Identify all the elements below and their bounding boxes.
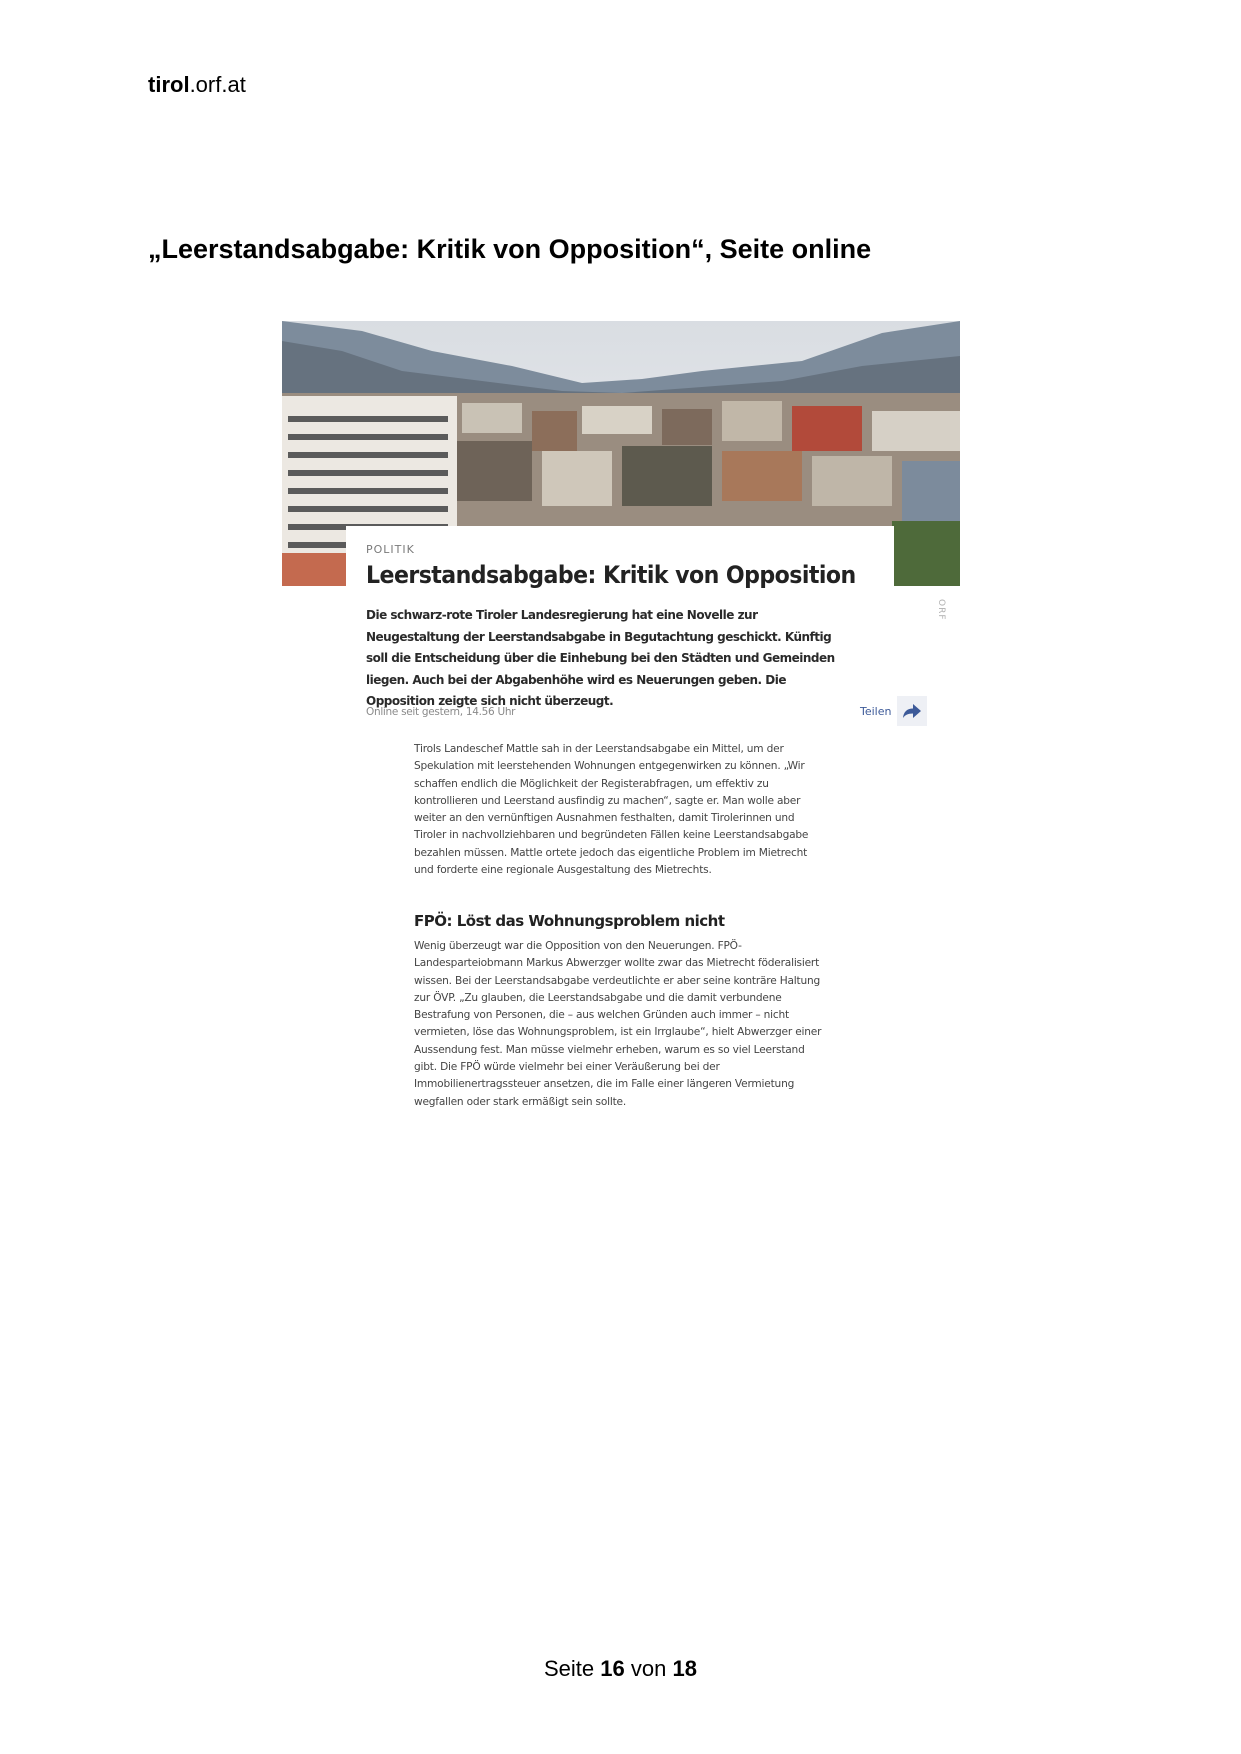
page-footer	[0, 1656, 1241, 1682]
share-label[interactable]: Teilen	[860, 704, 892, 718]
share-arrow-icon	[902, 703, 922, 719]
article-paragraph-2: Wenig überzeugt war die Opposition von den Neuerungen. FPÖ-Landesparteiobmann Markus Abwerzger wollte zwar das Mietrecht föderalisiert wissen. Bei der Leerstandsabgabe verdeutlichte er aber seine konträre Haltung zur ÖVP. „Zu glauben, die Leerstandsabgabe und die damit verbundene Bestrafung von Personen, die – aus welchen Gründen auch immer – nicht vermieten, löse das Wohnungsproblem, ist ein Irrglaube“, hielt Abwerzger einer Aussendung fest. Man müsse vielmehr erheben, warum es so viel Leerstand gibt. Die FPÖ würde vielmehr bei einer Veräußerung bei der Immobilienertragssteuer ansetzen, die im Falle einer längeren Vermietung wegfallen oder stark ermäßigt sein sollte.	[414, 940, 822, 1108]
article-subheading: FPÖ: Löst das Wohnungsproblem nicht	[414, 912, 725, 930]
article-headline: Leerstandsabgabe: Kritik von Opposition	[366, 561, 856, 589]
source-name-bold: tirol	[148, 72, 190, 97]
article-screenshot	[282, 321, 960, 1136]
article-lead: Die schwarz-rote Tiroler Landesregierung hat eine Novelle zur Neugestaltung der Leerstandsabgabe in Begutachtung geschickt. Künftig soll die Entscheidung über die Einhebung bei den Städten und Gemeinden liegen. Auch bei der Abgabenhöhe wird es Neuerungen geben. Die Opposition zeigte sich nicht überzeugt.	[366, 608, 835, 708]
source-label	[148, 72, 246, 98]
category-kicker[interactable]: POLITIK	[366, 543, 415, 556]
footer-page-number: 16	[600, 1656, 625, 1681]
source-domain: .orf.at	[189, 72, 246, 97]
article-paragraph-1: Tirols Landeschef Mattle sah in der Leerstandsabgabe ein Mittel, um der Spekulation mit leerstehenden Wohnungen entgegenwirken zu können. „Wir schaffen endlich die Möglichkeit der Registerabfragen, um effektiv zu kontrollieren und Leerstand ausfindig zu machen“, sagte er. Man wolle aber weiter an den vernünftigen Ausnahmen festhalten, damit Tirolerinnen und Tiroler in nachvollziehbaren und begründeten Fällen keine Leerstandsabgabe bezahlen müssen. Mattle ortete jedoch das eigentliche Problem im Mietrecht und forderte eine regionale Ausgestaltung des Mietrechts.	[414, 743, 809, 877]
footer-page-total: 18	[672, 1656, 697, 1681]
photo-credit: ORF	[936, 599, 946, 621]
footer-middle: von	[630, 1656, 667, 1681]
publish-date: Online seit gestern, 14.56 Uhr	[366, 706, 516, 718]
share-control[interactable]	[860, 696, 927, 726]
share-button[interactable]	[897, 696, 927, 726]
footer-prefix: Seite	[544, 1656, 595, 1681]
document-title: „Leerstandsabgabe: Kritik von Opposition“, Seite online	[148, 234, 872, 264]
